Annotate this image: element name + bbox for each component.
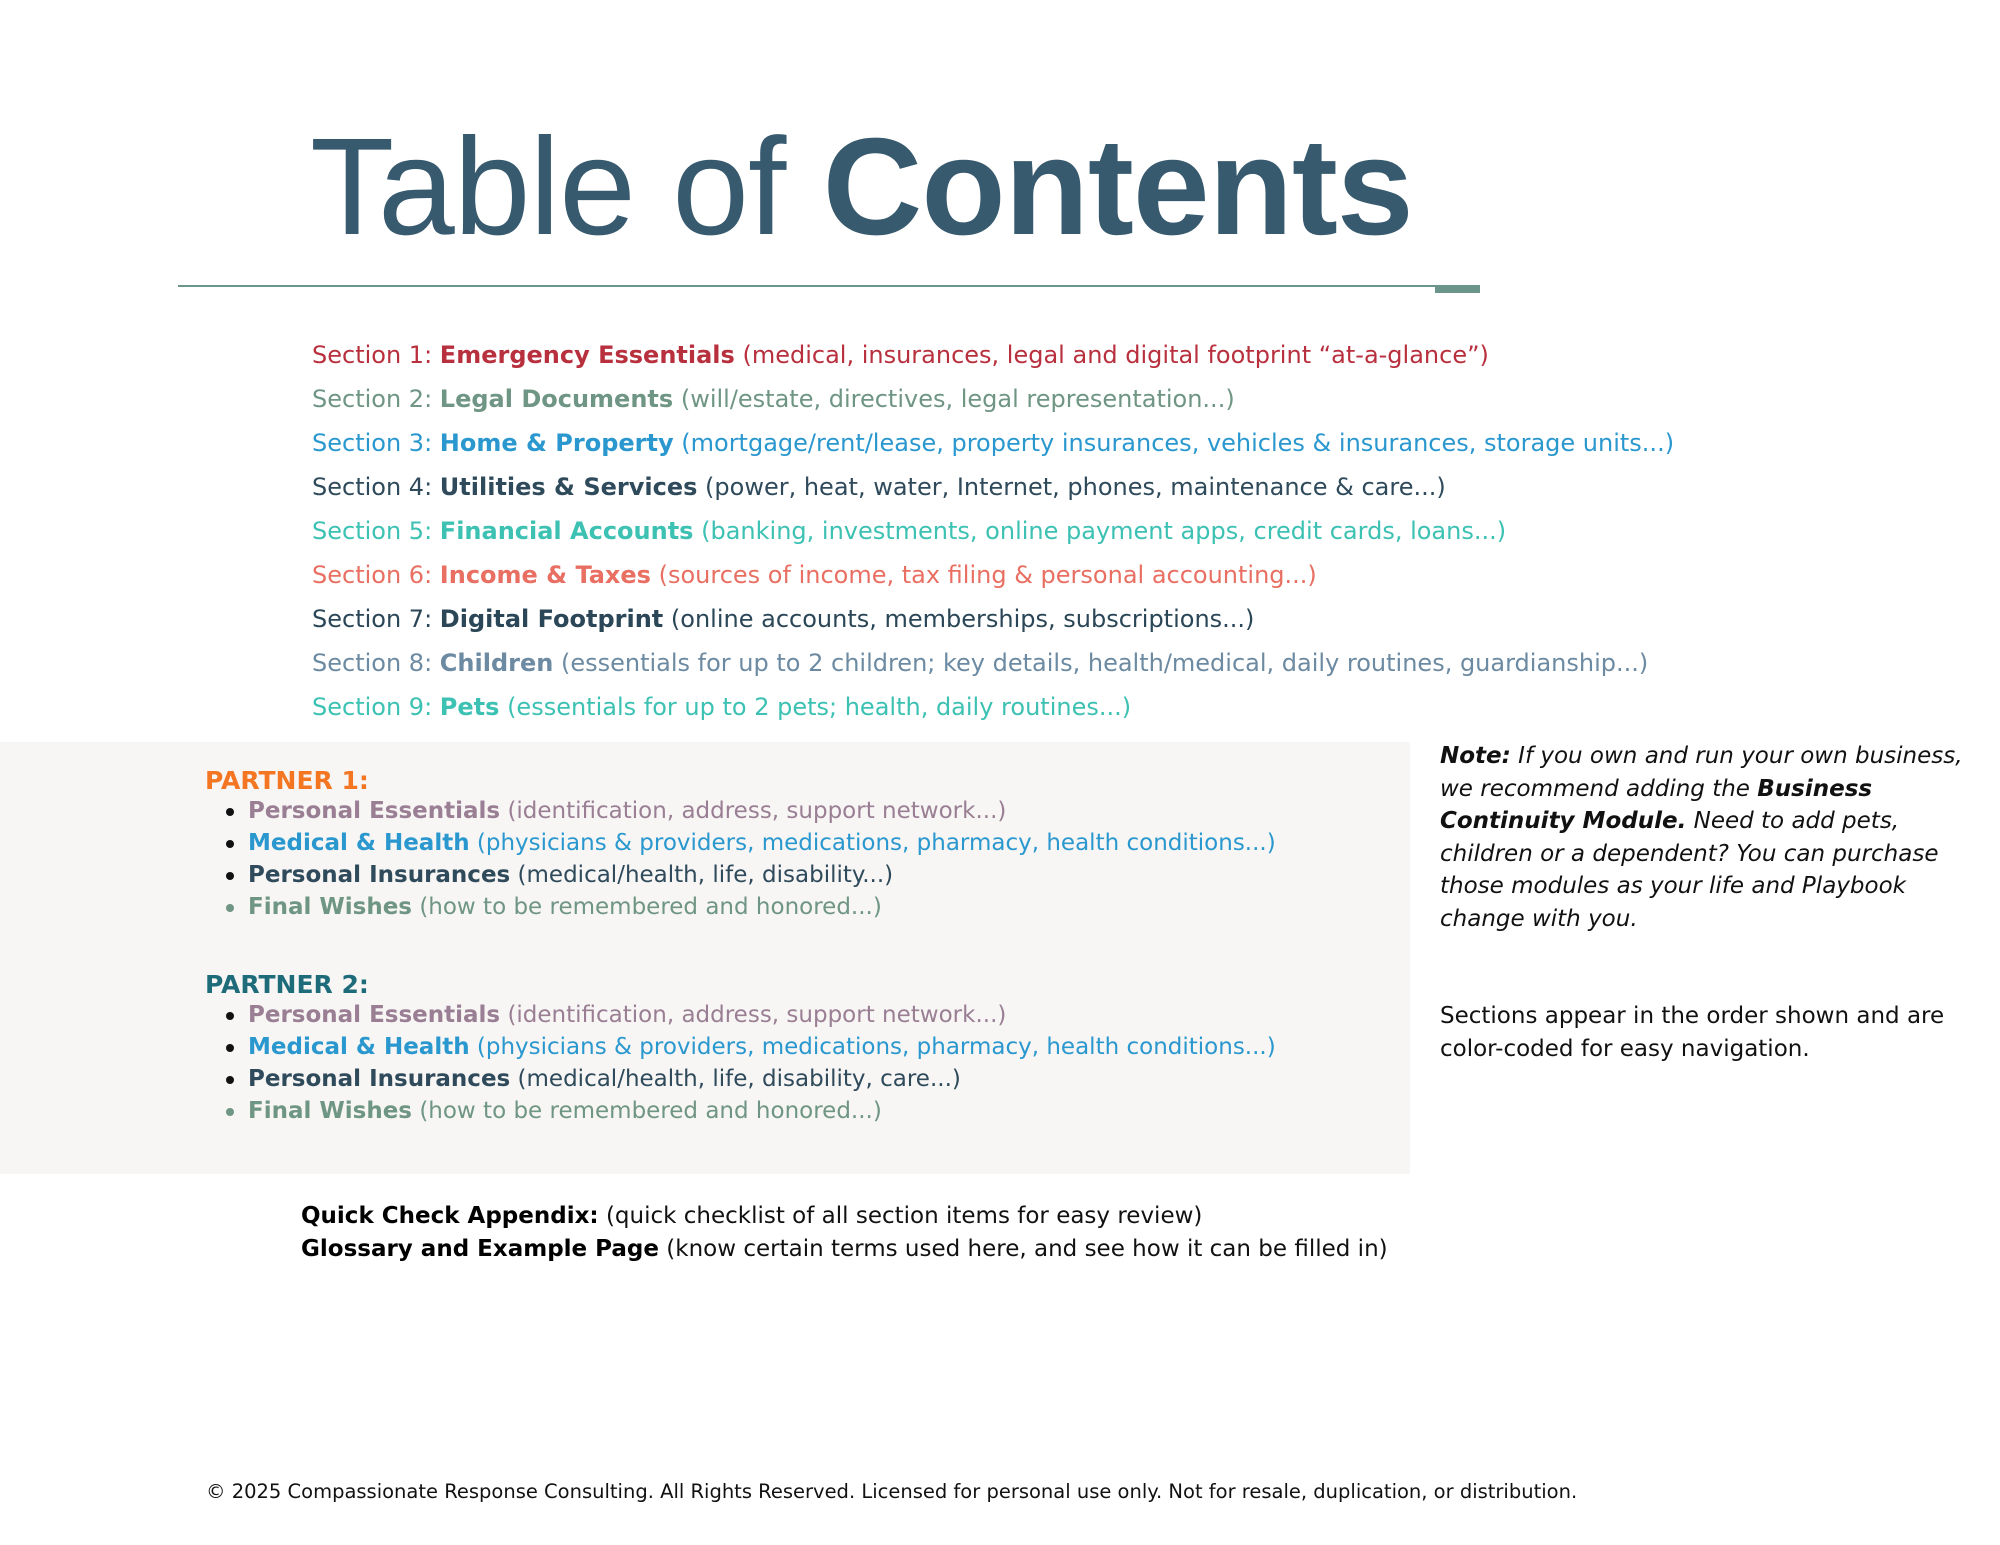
- section-prefix: Section 7:: [312, 605, 433, 633]
- section-description: (banking, investments, online payment apps, credit cards, loans...): [701, 517, 1507, 545]
- bullet-icon: [226, 1044, 234, 1052]
- order-note: Sections appear in the order shown and are color-coded for easy navigation.: [1440, 1003, 1945, 1062]
- section-name: Digital Footprint: [439, 605, 664, 633]
- section-item[interactable]: [312, 553, 1674, 597]
- partner-1-list: [248, 795, 1276, 923]
- section-item[interactable]: [312, 421, 1674, 465]
- partner-item-description: (physicians & providers, medications, pharmacy, health conditions...): [476, 830, 1276, 856]
- bullet-icon: [226, 872, 234, 880]
- appendix-list: [301, 1200, 1388, 1265]
- copyright-footer: © 2025 Compassionate Response Consulting. All Rights Reserved. Licensed for personal use only. Not for resale, duplication, or distribution.: [206, 1480, 1578, 1503]
- section-prefix: Section 6:: [312, 561, 433, 589]
- section-item[interactable]: [312, 377, 1674, 421]
- note-label: Note:: [1440, 743, 1511, 769]
- page-title: [310, 110, 1413, 264]
- bullet-icon: [226, 1012, 234, 1020]
- section-prefix: Section 8:: [312, 649, 433, 677]
- business-module-note: [1440, 740, 1965, 935]
- section-item[interactable]: [312, 641, 1674, 685]
- note-module-name: Business Continuity Module.: [1440, 775, 1873, 834]
- appendix-item-name: Quick Check Appendix:: [301, 1203, 599, 1229]
- partner-item-name: Final Wishes: [248, 1098, 412, 1124]
- section-description: (essentials for up to 2 pets; health, daily routines...): [507, 693, 1132, 721]
- section-item[interactable]: [312, 465, 1674, 509]
- partner-list-item[interactable]: [248, 795, 1276, 827]
- section-name: Home & Property: [439, 429, 674, 457]
- partner-1-heading: PARTNER 1:: [205, 766, 369, 795]
- section-name: Financial Accounts: [439, 517, 694, 545]
- section-item[interactable]: [312, 597, 1674, 641]
- partner-item-name: Personal Insurances: [248, 1066, 511, 1092]
- partner-list-item[interactable]: [248, 1031, 1276, 1063]
- bullet-icon: [226, 840, 234, 848]
- appendix-item[interactable]: [301, 1200, 1388, 1233]
- bullet-icon: [226, 904, 234, 912]
- section-prefix: Section 1:: [312, 341, 433, 369]
- section-item[interactable]: [312, 685, 1674, 729]
- partner-item-description: (medical/health, life, disability, care...): [517, 1066, 961, 1092]
- section-name: Pets: [439, 693, 500, 721]
- partner-panel: [0, 742, 1410, 1174]
- partner-item-description: (identification, address, support network...): [507, 798, 1007, 824]
- section-description: (essentials for up to 2 children; key details, health/medical, daily routines, guardianship...): [560, 649, 1649, 677]
- partner-list-item[interactable]: [248, 999, 1276, 1031]
- partner-2-list: [248, 999, 1276, 1127]
- bullet-icon: [226, 1076, 234, 1084]
- partner-list-item[interactable]: [248, 827, 1276, 859]
- section-prefix: Section 9:: [312, 693, 433, 721]
- partner-item-name: Medical & Health: [248, 830, 470, 856]
- partner-item-description: (medical/health, life, disability...): [517, 862, 894, 888]
- partner-item-name: Medical & Health: [248, 1034, 470, 1060]
- appendix-item-name: Glossary and Example Page: [301, 1235, 659, 1262]
- section-prefix: Section 3:: [312, 429, 433, 457]
- section-description: (mortgage/rent/lease, property insurances, vehicles & insurances, storage units...): [681, 429, 1675, 457]
- section-prefix: Section 4:: [312, 473, 433, 501]
- bullet-icon: [226, 808, 234, 816]
- section-description: (sources of income, tax filing & personal accounting...): [658, 561, 1317, 589]
- section-list: [312, 333, 1674, 729]
- appendix-item-description: (know certain terms used here, and see how it can be filled in): [666, 1235, 1388, 1262]
- section-item[interactable]: [312, 333, 1674, 377]
- partner-list-item[interactable]: [248, 891, 1276, 923]
- section-description: (medical, insurances, legal and digital footprint “at-a-glance”): [742, 341, 1489, 369]
- section-prefix: Section 5:: [312, 517, 433, 545]
- partner-item-name: Personal Insurances: [248, 862, 511, 888]
- partner-item-name: Personal Essentials: [248, 798, 501, 824]
- appendix-item[interactable]: [301, 1233, 1388, 1266]
- partner-list-item[interactable]: [248, 859, 1276, 891]
- section-description: (power, heat, water, Internet, phones, maintenance & care...): [705, 473, 1446, 501]
- partner-list-item[interactable]: [248, 1063, 1276, 1095]
- section-prefix: Section 2:: [312, 385, 433, 413]
- partner-item-description: (how to be remembered and honored...): [419, 1098, 882, 1124]
- title-divider-accent: [1435, 285, 1480, 293]
- section-description: (will/estate, directives, legal representation...): [680, 385, 1235, 413]
- section-name: Emergency Essentials: [439, 341, 735, 369]
- title-divider: [178, 285, 1446, 287]
- bullet-icon: [226, 1108, 234, 1116]
- section-name: Utilities & Services: [439, 473, 698, 501]
- partner-2-heading: PARTNER 2:: [205, 970, 369, 999]
- partner-item-description: (identification, address, support network...): [507, 1002, 1007, 1028]
- partner-item-name: Final Wishes: [248, 894, 412, 920]
- partner-item-name: Personal Essentials: [248, 1002, 501, 1028]
- section-name: Children: [439, 649, 554, 677]
- partner-item-description: (how to be remembered and honored...): [419, 894, 882, 920]
- section-name: Legal Documents: [439, 385, 674, 413]
- partner-list-item[interactable]: [248, 1095, 1276, 1127]
- appendix-item-description: (quick checklist of all section items for easy review): [605, 1203, 1203, 1229]
- section-item[interactable]: [312, 509, 1674, 553]
- page-title-bold: Contents: [822, 110, 1413, 264]
- note-text-2: Need to add pets, children or a dependent? You can purchase those modules as your life and Playbook change with you.: [1440, 808, 1939, 932]
- section-description: (online accounts, memberships, subscriptions...): [670, 605, 1255, 633]
- page-title-light: Table of: [310, 110, 786, 264]
- section-name: Income & Taxes: [439, 561, 651, 589]
- note-text-1: If you own and run your own business, we recommend adding the: [1440, 743, 1963, 802]
- partner-item-description: (physicians & providers, medications, pharmacy, health conditions...): [476, 1034, 1276, 1060]
